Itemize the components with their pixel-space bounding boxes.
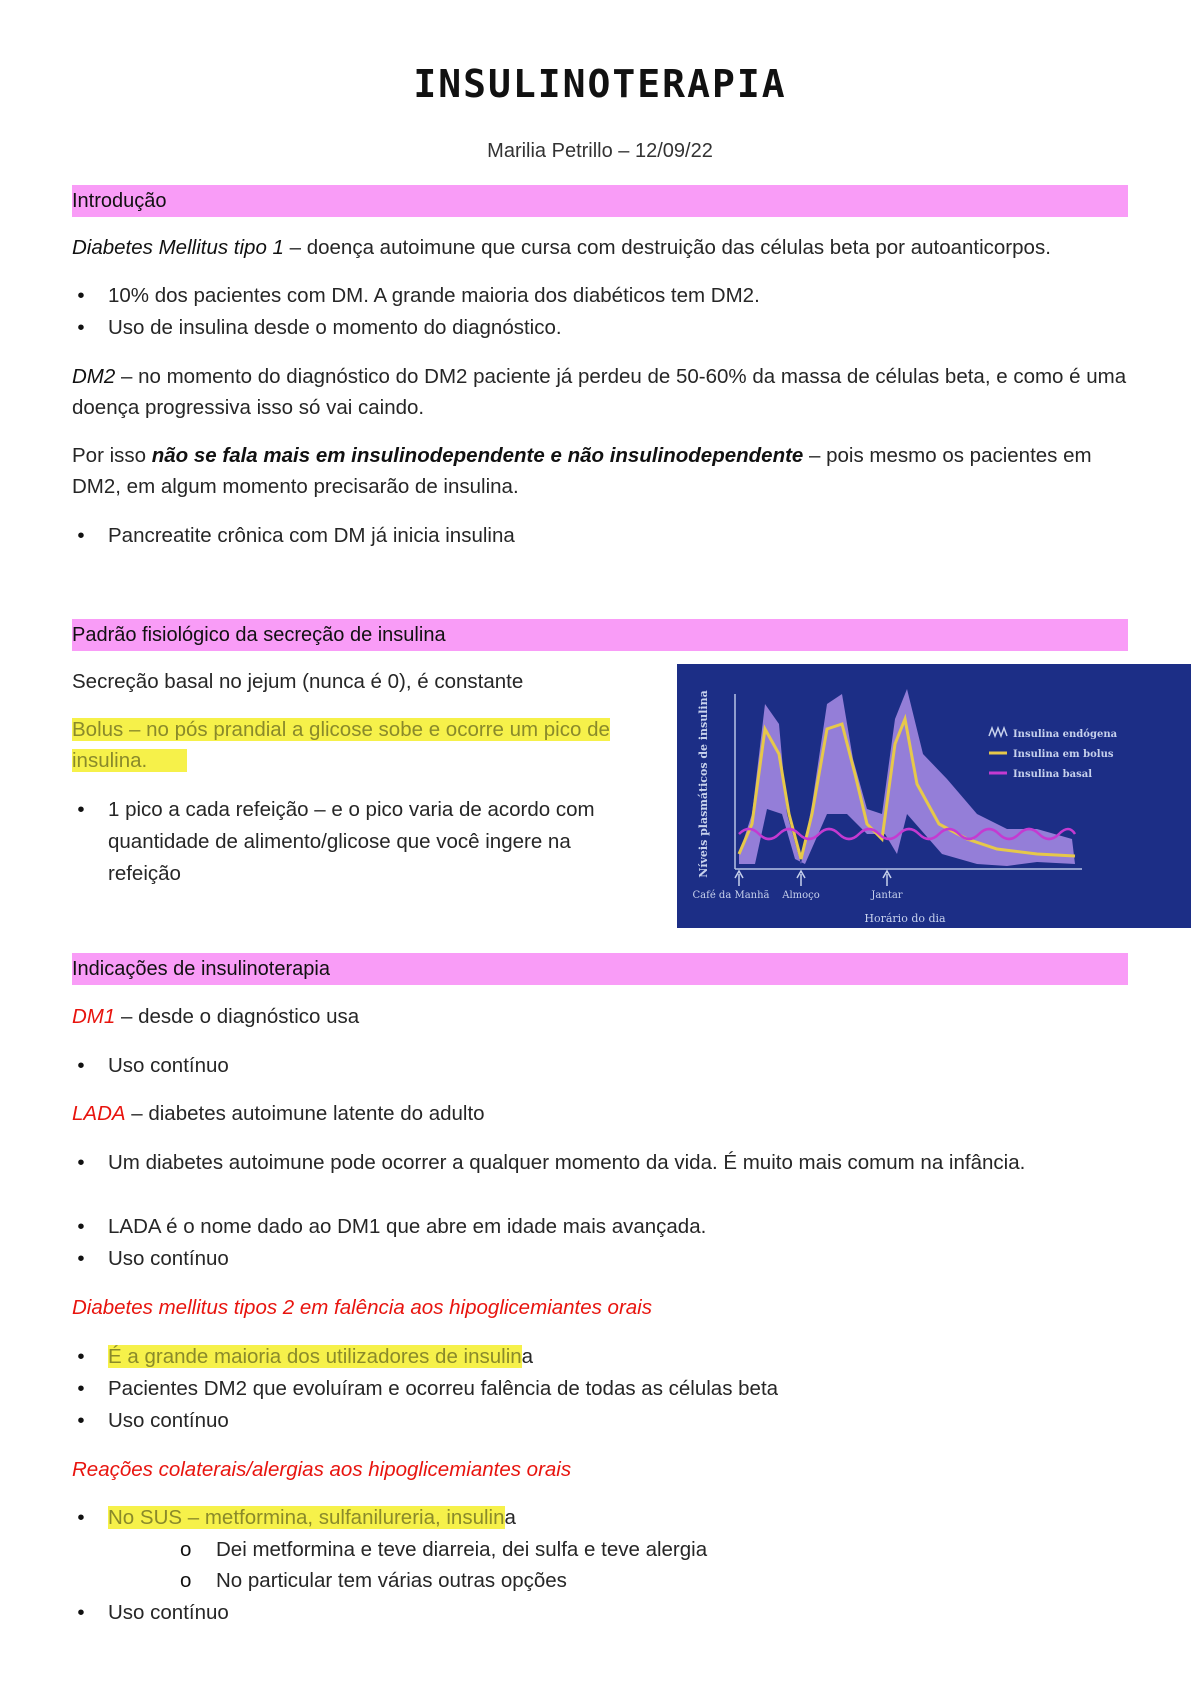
dm1-term: Diabetes Mellitus tipo 1 <box>72 236 284 259</box>
list-item: • 1 pico a cada refeição – e o pico varia de acordo com quantidade de alimento/glicose que você ingere na refeição <box>108 794 608 890</box>
tick-label-cafe: Café da Manhã <box>692 890 770 901</box>
section-header-introducao: Introdução <box>72 185 1128 217</box>
list-item: • LADA é o nome dado ao DM1 que abre em idade mais avançada. <box>108 1211 1108 1243</box>
dm2-definition: DM2 – no momento do diagnóstico do DM2 paciente já perdeu de 50-60% da massa de células beta, e como é uma doença progressiva isso só vai caindo. <box>72 365 1127 419</box>
x-axis-label: Horário do dia <box>864 912 946 925</box>
dm2-term: DM2 <box>72 365 116 388</box>
list-item: • 10% dos pacientes com DM. A grande maioria dos diabéticos tem DM2. <box>108 280 1108 312</box>
reactions-heading: Reações colaterais/alergias aos hipoglicemiantes orais <box>72 1458 572 1481</box>
bolus-text: Bolus – no pós prandial a glicose sobe e ocorre um pico de insulina. <box>72 718 610 772</box>
list-item: • Pacientes DM2 que evoluíram e ocorreu falência de todas as células beta <box>108 1373 1108 1405</box>
insulin-secretion-chart <box>677 664 1191 928</box>
dm1-definition: Diabetes Mellitus tipo 1 – doença autoimune que cursa com destruição das células beta por autoanticorpos. <box>72 236 1051 259</box>
lada-indication: LADA – diabetes autoimune latente do adulto <box>72 1102 485 1125</box>
sub-list-item: o No particular tem várias outras opções <box>216 1565 1096 1597</box>
dm1-indication: DM1 – desde o diagnóstico usa <box>72 1005 360 1028</box>
list-item: • Uso contínuo <box>108 1050 1108 1082</box>
list-item: • Uso contínuo <box>108 1243 1108 1275</box>
list-item: • Uso de insulina desde o momento do diagnóstico. <box>108 312 1108 344</box>
list-item: • Um diabetes autoimune pode ocorrer a qualquer momento da vida. É muito mais comum na infância. <box>108 1147 1038 1179</box>
page-title: INSULINOTERAPIA <box>413 62 787 106</box>
tick-label-almoco: Almoço <box>782 890 820 901</box>
list-item: • Uso contínuo <box>108 1597 1108 1629</box>
section-header-padrao: Padrão fisiológico da secreção de insulina <box>72 619 1128 651</box>
legend-label-bolus: Insulina em bolus <box>1013 749 1114 760</box>
list-item: • No SUS – metformina, sulfanilureria, insulina <box>108 1502 1108 1534</box>
list-item: • É a grande maioria dos utilizadores de insulina <box>108 1341 1108 1373</box>
dm2-failure-heading: Diabetes mellitus tipos 2 em falência aos hipoglicemiantes orais <box>72 1296 652 1319</box>
author-date: Marilia Petrillo – 12/09/22 <box>487 140 713 162</box>
sub-list-item: o Dei metformina e teve diarreia, dei sulfa e teve alergia <box>216 1534 1096 1566</box>
tick-label-jantar: Jantar <box>871 890 903 901</box>
list-item: • Uso contínuo <box>108 1405 1108 1437</box>
lada-term: LADA <box>72 1102 126 1125</box>
dm1-term: DM1 <box>72 1005 116 1028</box>
por-isso-paragraph: Por isso não se fala mais em insulinodependente e não insulinodependente – pois mesmo os pacientes em DM2, em algum momento precisarão de insulina. <box>72 444 1092 498</box>
legend-label-basal: Insulina basal <box>1013 769 1093 780</box>
basal-text: Secreção basal no jejum (nunca é 0), é constante <box>72 670 524 693</box>
section-header-indicacoes: Indicações de insulinoterapia <box>72 953 1128 985</box>
chart-svg <box>677 664 1191 928</box>
list-item: • Pancreatite crônica com DM já inicia insulina <box>108 520 1108 552</box>
y-axis-label: Níveis plasmáticos de insulina <box>697 690 710 878</box>
legend-label-endogenous: Insulina endógena <box>1013 729 1118 740</box>
